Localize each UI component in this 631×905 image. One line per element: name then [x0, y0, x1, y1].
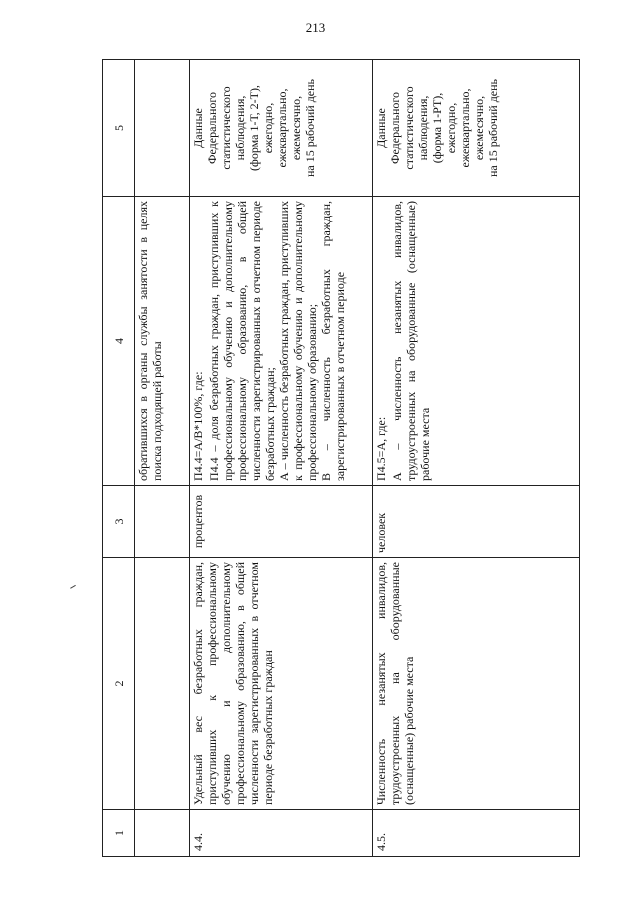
- source-line: ежеквартально,: [275, 88, 289, 168]
- source-line: Данные: [191, 108, 205, 148]
- row-4-4-def-b: В – численность безработных граждан, зарегистрированных в отчетном периоде: [319, 201, 347, 481]
- row-4-5-formula: П4.5=А, где:: [374, 416, 388, 481]
- cont-name-cell: [135, 558, 190, 810]
- row-4-5-source: [373, 60, 580, 197]
- source-line: статистического: [219, 86, 233, 170]
- source-line: на 15 рабочий день: [486, 78, 500, 178]
- cont-source-cell: [135, 60, 190, 197]
- row-4-5-formula-cell: [373, 197, 580, 486]
- row-4-5-number: 4.5.: [373, 810, 580, 857]
- source-line: Данные: [374, 108, 388, 148]
- indicator-table: [102, 59, 580, 857]
- row-4-4-name: Удельный вес безработных граждан, приступивших к профессиональному обучению и дополнительному профессиональному образованию, в общей численности зарегистрированных в отчетном периоде безработных граждан: [190, 558, 373, 810]
- source-line: ежемесячно,: [472, 95, 486, 161]
- row-4-4-number: 4.4.: [190, 810, 373, 857]
- header-col-3: 3: [103, 486, 135, 558]
- scan-speck: [70, 585, 78, 592]
- header-row: [103, 60, 135, 857]
- source-line: Федерального: [388, 91, 402, 165]
- header-col-4: 4: [103, 197, 135, 486]
- table-row-4-4: [190, 60, 373, 857]
- source-line: ежегодно,: [261, 102, 275, 154]
- cont-unit-cell: [135, 486, 190, 558]
- source-line: статистического: [402, 86, 416, 170]
- header-col-1: 1: [103, 810, 135, 857]
- source-line: Федерального: [205, 91, 219, 165]
- source-line: наблюдения,: [233, 95, 247, 161]
- cont-text: обратившихся в органы службы занятости в целях поиска подходящей работы: [136, 201, 164, 481]
- row-4-4-formula-cell: [190, 197, 373, 486]
- source-line: на 15 рабочий день: [303, 78, 317, 178]
- rotated-table-frame: [102, 60, 580, 857]
- source-line: (форма 1-Т, 2-Т),: [247, 85, 261, 171]
- row-4-4-source: [190, 60, 373, 197]
- table-row-4-5: [373, 60, 580, 857]
- row-4-5-def-a: А – численность незанятых инвалидов, трудоустроенных на оборудованные (оснащенные) рабочие места: [390, 201, 432, 481]
- row-4-4-def-a: А – численность безработных граждан, приступивших к профессиональному обучению и дополнительному профессиональному образованию;: [277, 201, 319, 481]
- source-line: ежегодно,: [444, 102, 458, 154]
- row-4-5-unit: человек: [373, 486, 580, 558]
- rotated-table-wrapper: [102, 60, 580, 857]
- source-line: (форма 1-РТ),: [430, 92, 444, 164]
- row-4-4-unit: процентов: [190, 486, 373, 558]
- source-line: ежемесячно,: [289, 95, 303, 161]
- row-4-4-def-p: П4.4 – доля безработных граждан, приступивших к профессиональному обучению и дополнительному профессиональному образованию, в общей численности зарегистрированных в отчетном периоде безработных граждан;: [207, 201, 277, 481]
- source-line: наблюдения,: [416, 95, 430, 161]
- header-col-5: 5: [103, 60, 135, 197]
- cont-formula-cell: [135, 197, 190, 486]
- row-4-4-formula: П4.4=А/В*100%, где:: [191, 371, 205, 481]
- cont-num-cell: [135, 810, 190, 857]
- continuation-row: [135, 60, 190, 857]
- source-line: ежеквартально,: [458, 88, 472, 168]
- page-number: 213: [305, 20, 326, 35]
- row-4-5-name: Численность незанятых инвалидов, трудоустроенных на оборудованные (оснащенные) рабочие места: [373, 558, 580, 810]
- header-col-2: 2: [103, 558, 135, 810]
